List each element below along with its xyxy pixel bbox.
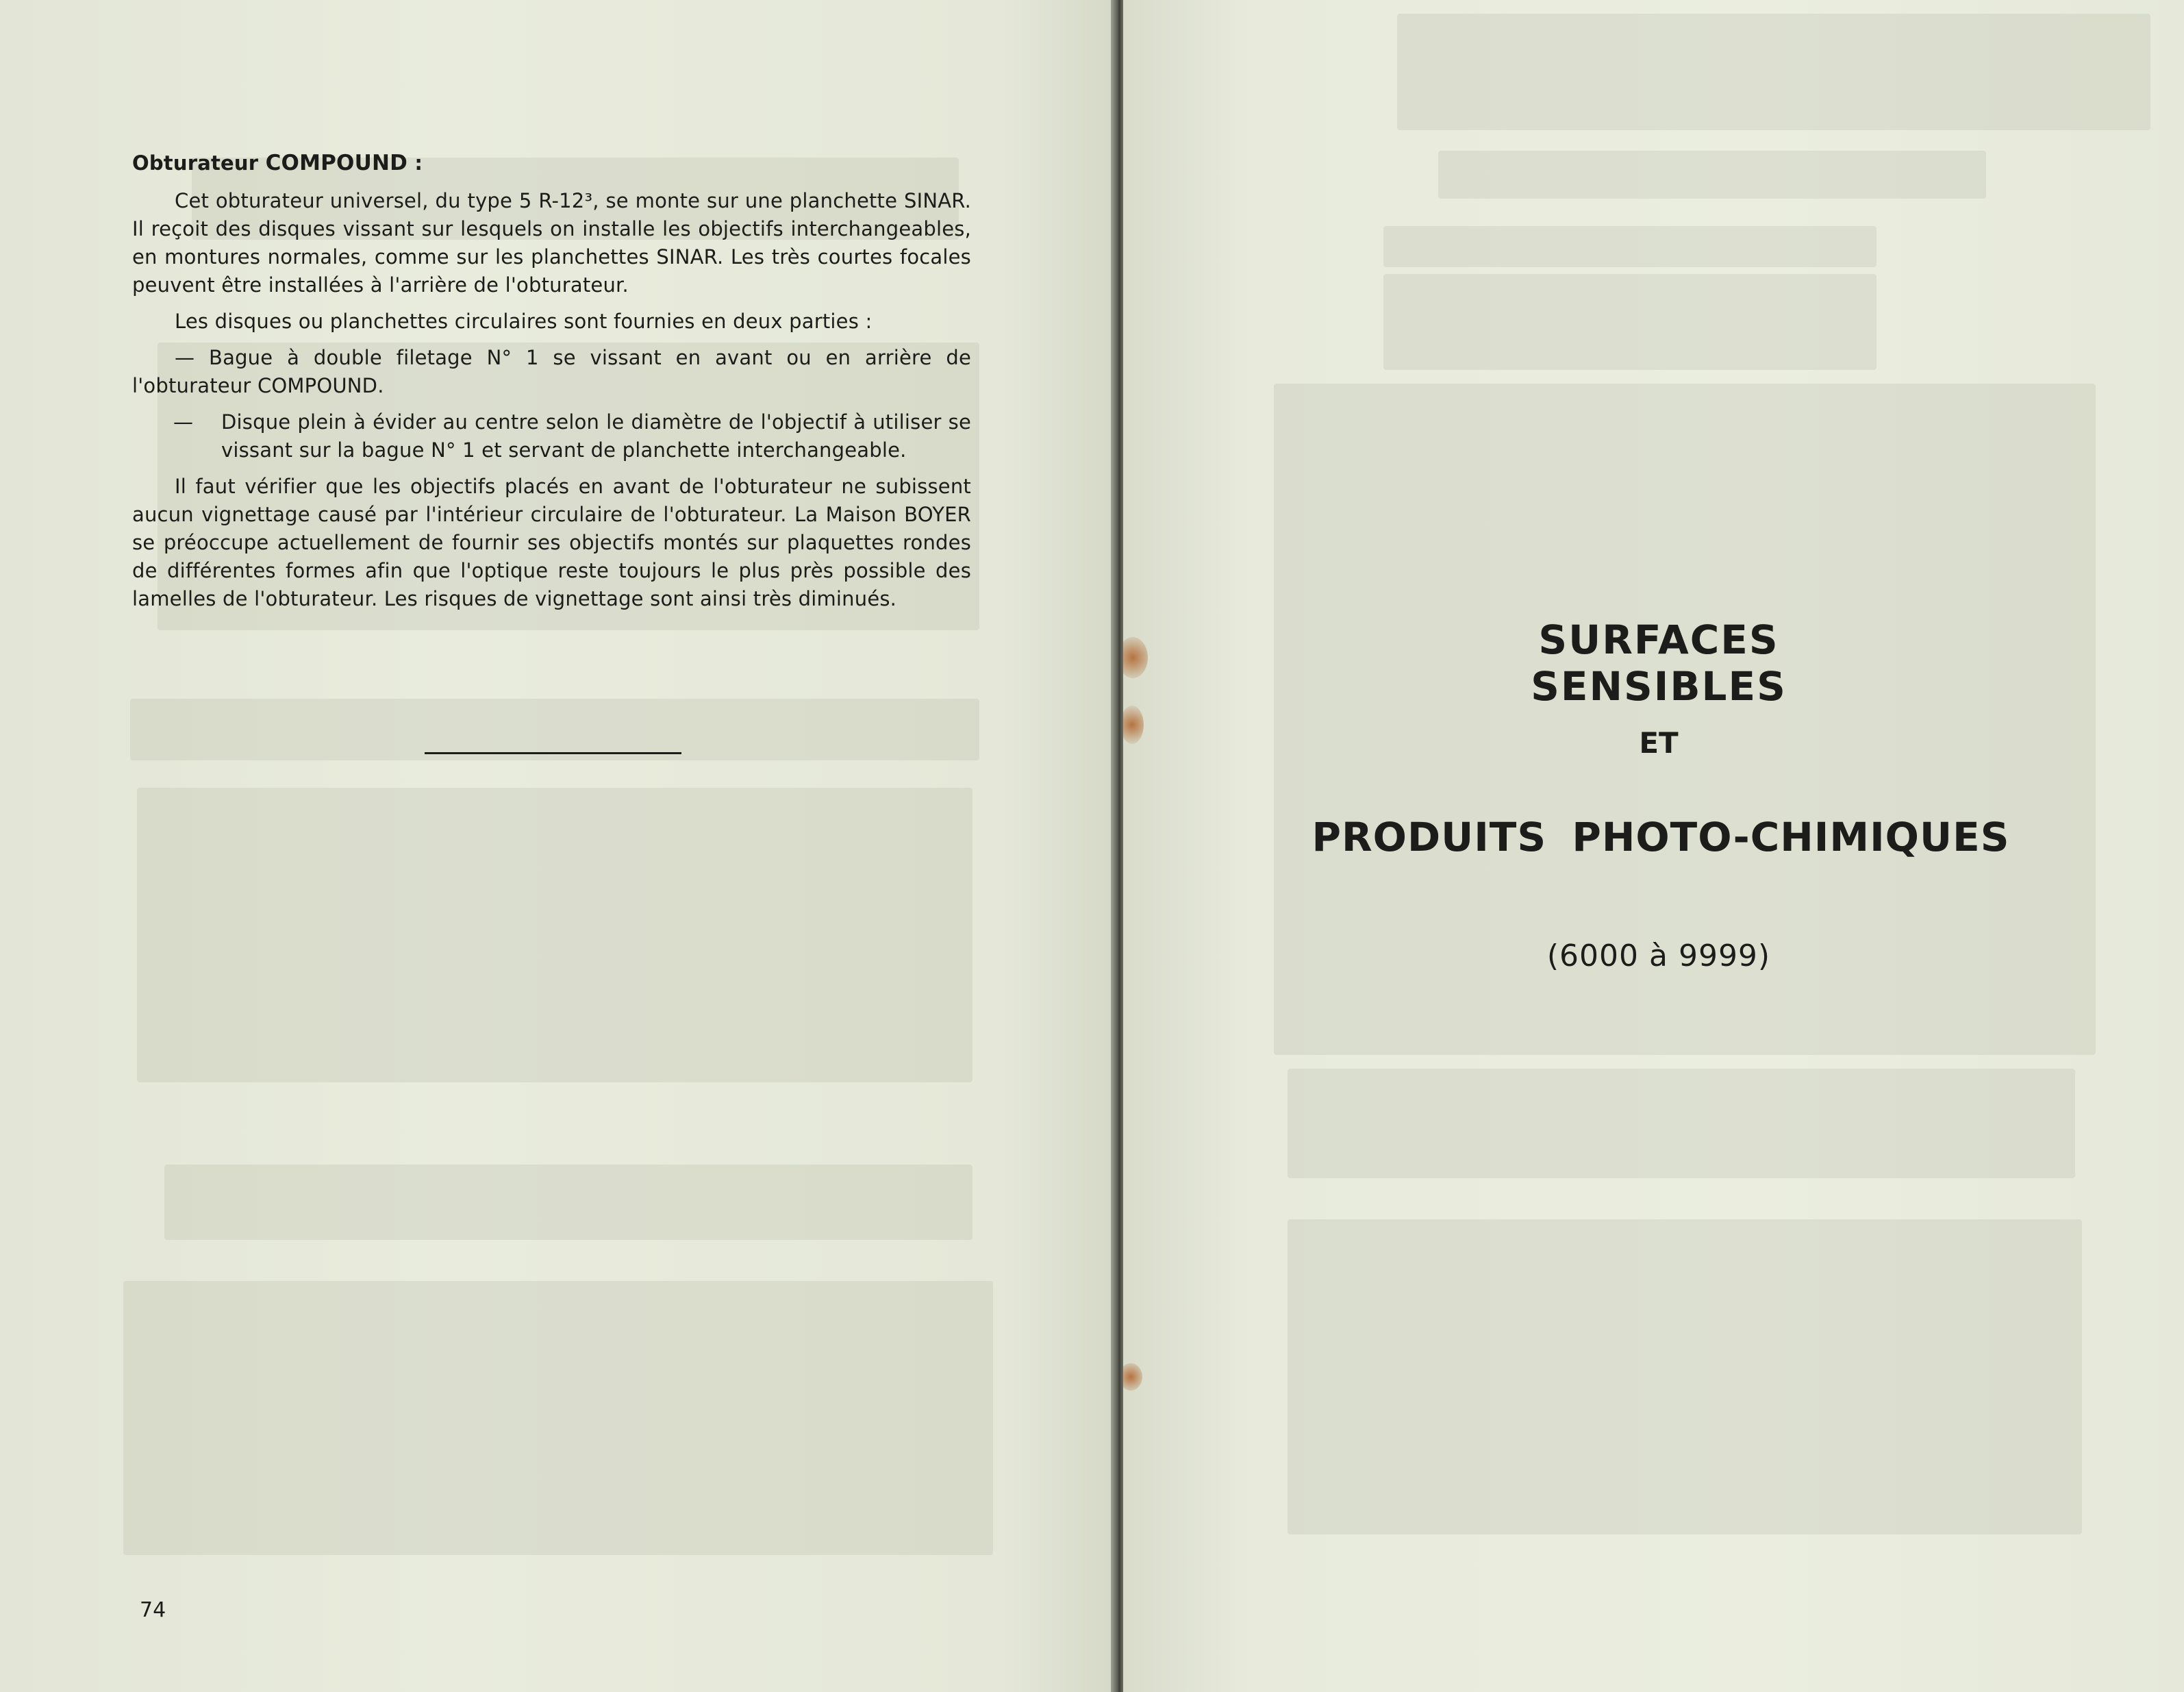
show-through — [1383, 226, 1877, 267]
title-conjunction: ET — [1639, 726, 1679, 760]
heading-suffix: : — [407, 151, 423, 175]
list-dash: — — [175, 346, 195, 369]
heading-prefix: Obturateur — [132, 151, 266, 175]
list-item-bague — [132, 344, 971, 400]
paragraph-intro: Cet obturateur universel, du type 5 R-12³, se monte sur une planchette SINAR. Il reçoit des disques vissant sur lesquels on installe les objectifs interchangeables, en montures normales, comme sur les planchettes SINAR. Les très courtes focales peuvent être installées à l'arrière de l'obturateur. — [132, 189, 971, 297]
section-heading — [132, 149, 971, 177]
show-through — [1288, 1069, 2075, 1178]
compound-shutter-section — [132, 149, 971, 621]
show-through — [164, 1165, 972, 1240]
show-through — [123, 1281, 993, 1555]
show-through — [137, 788, 972, 1082]
title-produits-photo-chimiques: PRODUITS PHOTO-CHIMIQUES — [1311, 814, 2010, 860]
show-through — [1288, 1219, 2082, 1534]
paragraph-vignetting: Il faut vérifier que les objectifs placés en avant de l'obturateur ne subissent aucun vignettage causé par l'intérieur circulaire de l'obturateur. La Maison BOYER se préoccupe actuellement de fournir ses objectifs montés sur plaquettes rondes de différentes formes afin que l'optique reste toujours le plus près possible des lamelles de l'obturateur. Les risques de vignettage sont ainsi très diminués. — [132, 475, 971, 610]
title-surfaces-sensibles: SURFACES SENSIBLES — [1531, 617, 1787, 710]
foxing-stain — [1123, 637, 1148, 678]
show-through — [1383, 274, 1877, 370]
list-item-text: Bague à double filetage N° 1 se vissant en avant ou en arrière de l'obturateur COMPOUND. — [132, 346, 972, 397]
list-item-text: Disque plein à évider au centre selon le diamètre de l'objectif à utiliser se vissant sur la bague N° 1 et servant de planchette interchangeable. — [221, 410, 971, 462]
section-divider — [425, 752, 681, 754]
list-item-disque — [132, 408, 971, 464]
page-number: 74 — [140, 1598, 166, 1622]
show-through — [1397, 14, 2150, 130]
catalog-number-range: (6000 à 9999) — [1546, 938, 1771, 973]
list-dash: — — [173, 410, 194, 434]
foxing-stain — [1123, 706, 1144, 744]
foxing-stain — [1123, 1363, 1142, 1391]
show-through — [1438, 151, 1986, 199]
heading-caps: COMPOUND — [265, 151, 408, 175]
show-through — [130, 699, 979, 760]
paragraph-parts: Les disques ou planchettes circulaires sont fournies en deux parties : — [175, 310, 873, 333]
right-page — [1123, 0, 2184, 1692]
